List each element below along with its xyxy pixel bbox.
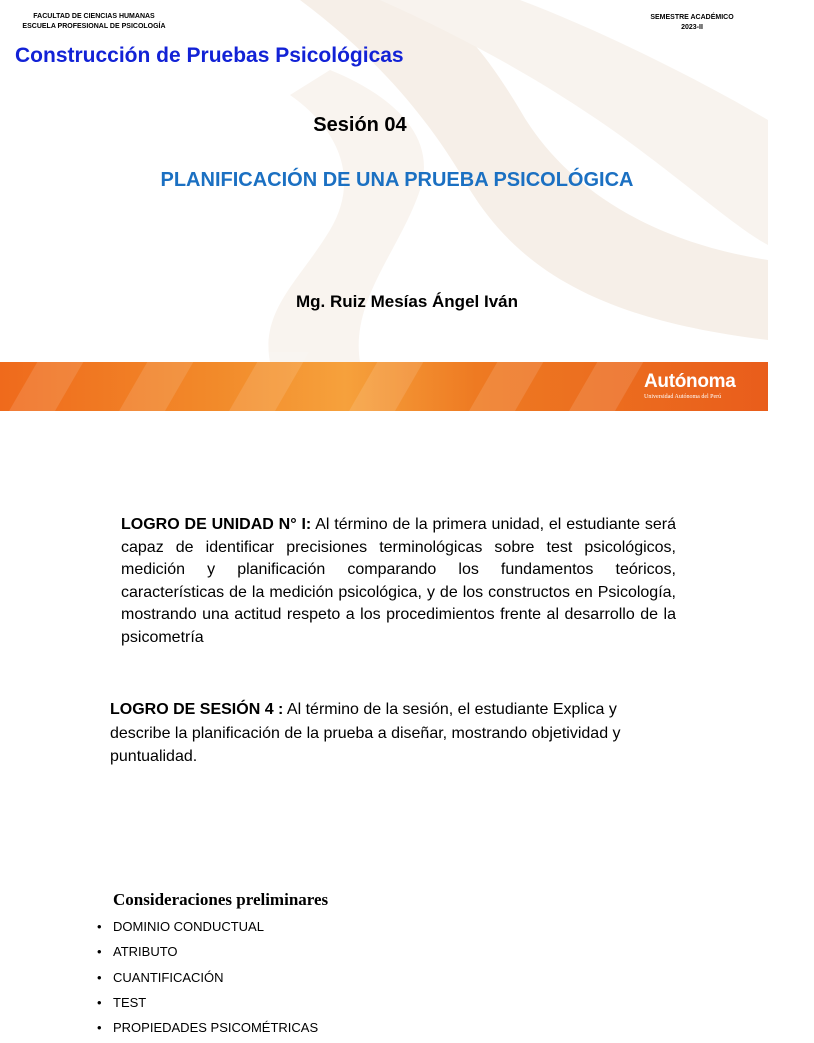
list-item bbox=[97, 1018, 318, 1043]
list-item bbox=[97, 942, 318, 967]
list-item bbox=[97, 993, 318, 1018]
session-objective bbox=[110, 698, 650, 769]
topic-title: PLANIFICACIÓN DE UNA PRUEBA PSICOLÓGICA bbox=[160, 169, 634, 191]
list-item bbox=[97, 968, 318, 993]
university-logo: Autónoma bbox=[644, 371, 736, 392]
faculty-header bbox=[20, 12, 168, 32]
title-slide bbox=[0, 0, 768, 412]
school-name: ESCUELA PROFESIONAL DE PSICOLOGÍA bbox=[22, 23, 166, 30]
objectives-slide bbox=[0, 412, 768, 1036]
author-name: Mg. Ruiz Mesías Ángel Iván bbox=[296, 292, 518, 311]
unit-objective-text: Al término de la primera unidad, el estudiante será capaz de identificar precisiones terminológicas sobre test psicológicos, medición y planificación comparando los fundamentos teóricos, características de la medición psicológica, y de los constructos en Psicología, mostrando una actitud respeto a los procedimientos frente al desarrollo de la psicometría bbox=[121, 516, 676, 646]
preliminary-considerations-title: Consideraciones preliminares bbox=[113, 890, 329, 909]
university-logo-subtitle: Universidad Autónoma del Perú bbox=[644, 394, 722, 400]
list-item-label: DOMINIO CONDUCTUAL bbox=[113, 919, 264, 934]
list-item-label: PROPIEDADES PSICOMÉTRICAS bbox=[113, 1020, 319, 1036]
list-item-label: ATRIBUTO bbox=[113, 944, 178, 960]
bullet-icon: • bbox=[97, 944, 102, 960]
unit-objective-label: LOGRO DE UNIDAD N° I: bbox=[121, 516, 312, 533]
considerations-list bbox=[97, 917, 318, 1043]
bullet-icon: • bbox=[97, 919, 102, 934]
course-title: Construcción de Pruebas Psicológicas bbox=[15, 44, 404, 67]
session-objective-text: Al término de la sesión, el estudiante Explica y describe la planificación de la prueba a diseñar, mostrando objetividad y puntualidad. bbox=[110, 701, 621, 765]
session-title: Sesión 04 bbox=[313, 114, 407, 136]
unit-objective bbox=[121, 514, 676, 650]
semester-label: SEMESTRE ACADÉMICO bbox=[650, 14, 734, 21]
session-objective-label: LOGRO DE SESIÓN 4 : bbox=[110, 701, 284, 718]
list-item bbox=[97, 917, 318, 942]
semester-value: 2023-II bbox=[681, 24, 703, 31]
bullet-icon: • bbox=[97, 969, 102, 985]
faculty-name: FACULTAD DE CIENCIAS HUMANAS bbox=[33, 13, 155, 20]
semester-header bbox=[640, 13, 744, 33]
bullet-icon: • bbox=[97, 1020, 102, 1036]
bullet-icon: • bbox=[97, 994, 102, 1010]
list-item-label: CUANTIFICACIÓN bbox=[113, 969, 224, 985]
list-item-label: TEST bbox=[113, 994, 147, 1010]
